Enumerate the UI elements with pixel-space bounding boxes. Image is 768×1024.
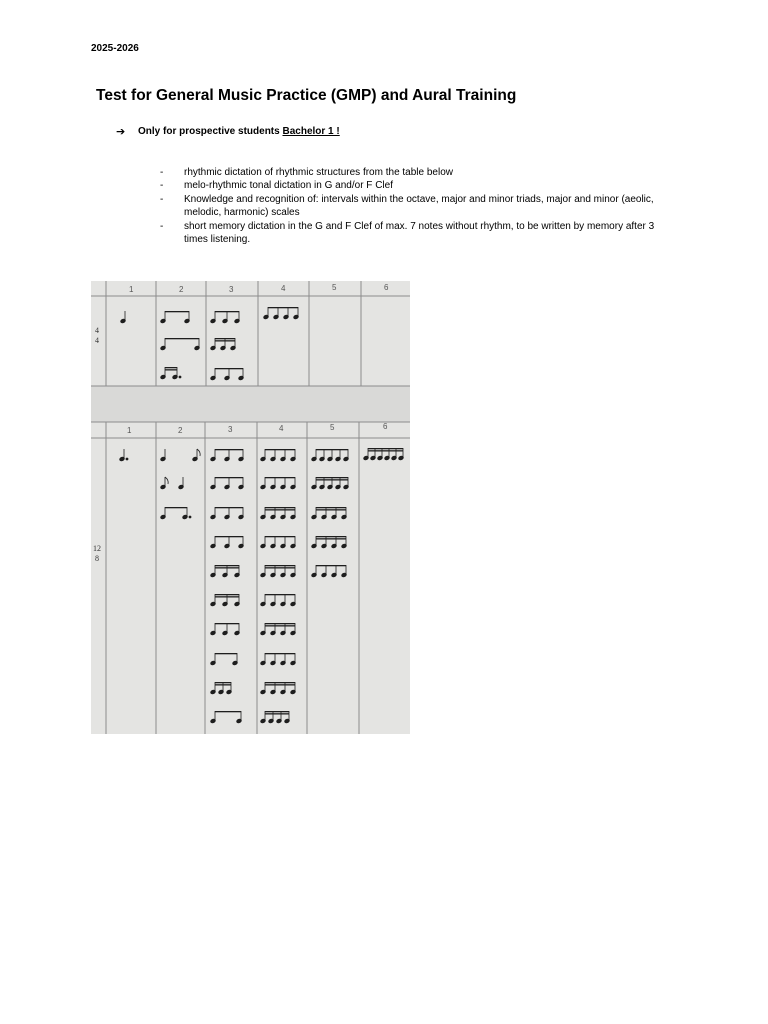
note-beam	[316, 538, 346, 539]
note-beam	[215, 684, 231, 685]
list-dash: -	[160, 167, 164, 178]
list-item-text: rhythmic dictation of rhythmic structures from the table below	[184, 167, 453, 178]
note-beam	[316, 565, 346, 566]
time-signature-top: 12	[93, 544, 101, 553]
column-number: 6	[383, 422, 388, 431]
time-signature-bottom: 4	[95, 336, 99, 345]
column-number: 3	[229, 285, 234, 294]
note-beam	[265, 449, 295, 450]
arrow-right-icon: ➔	[116, 126, 126, 138]
list-item-text: short memory dictation in the G and F Clef of max. 7 notes without rhythm, to be written by memory after 3 times listening.	[184, 220, 655, 246]
note-beam	[165, 369, 177, 370]
note-beam	[265, 565, 295, 566]
note-beam	[215, 594, 239, 595]
list-item	[160, 166, 670, 179]
note-beam	[265, 567, 295, 568]
list-item	[160, 220, 670, 247]
table-grid-lines	[91, 281, 410, 734]
column-number: 2	[178, 426, 183, 435]
column-number: 5	[330, 423, 335, 432]
note-beam	[215, 596, 239, 597]
note-dot	[189, 516, 191, 518]
note-beam	[215, 311, 239, 312]
list-item	[160, 179, 670, 192]
requirements-list	[160, 166, 670, 246]
note-flag	[165, 477, 168, 484]
note-beam	[215, 477, 243, 478]
note-beam	[265, 507, 295, 508]
note-beam	[265, 625, 295, 626]
note-beam	[265, 684, 295, 685]
note-beam	[316, 479, 348, 480]
note-beam	[215, 567, 239, 568]
note-beam	[265, 713, 289, 714]
note-beam	[265, 536, 295, 537]
column-number: 3	[228, 425, 233, 434]
note-beam	[368, 450, 403, 451]
note-beam	[165, 367, 177, 368]
note-beam	[265, 509, 295, 510]
note-beam	[265, 682, 295, 683]
audience-text: Only for prospective students	[138, 126, 280, 137]
column-number: 5	[332, 283, 337, 292]
note-beam	[165, 338, 199, 339]
note-beam	[265, 594, 295, 595]
note-beam	[215, 449, 243, 450]
list-dash: -	[160, 180, 164, 192]
column-number: 4	[281, 284, 286, 293]
list-item-text: melo-rhythmic tonal dictation in G and/or F Clef	[184, 180, 393, 192]
audience-highlight: Bachelor 1 !	[282, 126, 340, 137]
note-beam	[215, 565, 239, 566]
note-beam	[215, 623, 239, 624]
note-beam	[265, 477, 295, 478]
school-year: 2025-2026	[91, 43, 139, 54]
note-dot	[179, 376, 181, 378]
column-number: 6	[384, 283, 389, 292]
note-beam	[215, 368, 243, 369]
column-number: 4	[279, 424, 284, 433]
note-beam	[165, 507, 187, 508]
time-signature-top: 4	[95, 326, 99, 335]
list-dash: -	[160, 220, 164, 232]
note-beam	[316, 449, 348, 450]
list-item	[160, 193, 670, 220]
note-beam	[265, 623, 295, 624]
audience-note	[116, 125, 340, 138]
note-beam	[215, 338, 235, 339]
column-number: 1	[129, 285, 134, 294]
note-beam	[215, 340, 235, 341]
note-beam	[368, 448, 403, 449]
note-beam	[316, 536, 346, 537]
note-dot	[126, 458, 128, 460]
note-beam	[265, 653, 295, 654]
note-beam	[316, 477, 348, 478]
column-number: 1	[127, 426, 132, 435]
note-beam	[215, 536, 243, 537]
time-signature-bottom: 8	[95, 554, 99, 563]
note-beam	[215, 507, 243, 508]
note-beam	[215, 682, 231, 683]
note-beam	[268, 307, 298, 308]
note-beam	[215, 653, 237, 654]
note-flag	[197, 449, 200, 456]
list-dash: -	[160, 193, 164, 205]
page-title: Test for General Music Practice (GMP) and Aural Training	[96, 87, 517, 104]
note-beam	[265, 711, 289, 712]
note-beam	[316, 509, 346, 510]
list-item-text: Knowledge and recognition of: intervals within the octave, major and minor triads, major and minor (aeolic, melodic, harmonic) scales	[184, 193, 654, 219]
note-beam	[165, 311, 189, 312]
note-beam	[215, 711, 241, 712]
note-beam	[316, 507, 346, 508]
column-number: 2	[179, 285, 184, 294]
rhythm-table-photo	[91, 281, 410, 734]
